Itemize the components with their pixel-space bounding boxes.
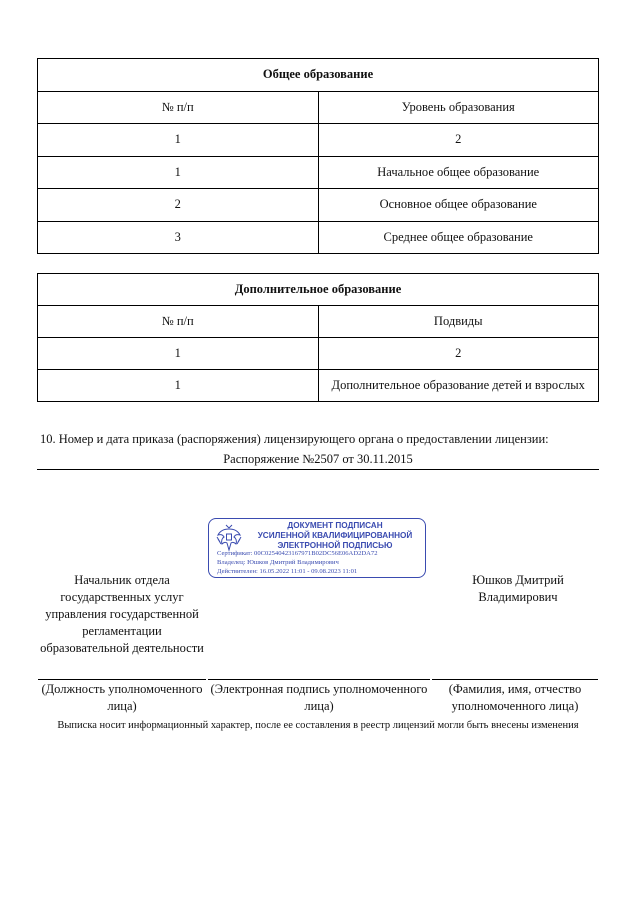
order-label: 10. Номер и дата приказа (распоряжения) лицензирующего органа о предоставлении лицензии:	[40, 432, 549, 446]
col-header-number: № п/п	[38, 91, 319, 124]
stamp-validity: Действителен: 16.05.2022 11:01 - 09.08.2023 11:01	[217, 568, 358, 575]
position-underline	[38, 679, 206, 680]
footnote: Выписка носит информационный характер, после ее составления в реестр лицензий могли быть внесены изменения	[57, 720, 579, 731]
row-value: Дополнительное образование детей и взрослых	[318, 370, 599, 402]
stamp-certificate: Сертификат: 00C02540423167971B02DC56E06AD2DA72	[217, 550, 378, 557]
row-number: 2	[38, 189, 319, 222]
additional-education-title: Дополнительное образование	[38, 274, 599, 306]
caption-position: (Должность уполномоченного лица)	[41, 682, 203, 713]
caption-fio: (Фамилия, имя, отчество уполномоченного лица)	[448, 682, 582, 713]
row-value: Начальное общее образование	[318, 156, 599, 189]
order-value: Распоряжение №2507 от 30.11.2015	[223, 452, 413, 466]
table-row	[38, 370, 599, 402]
row-number: 1	[38, 370, 319, 402]
row-value: Основное общее образование	[318, 189, 599, 222]
row-number: 3	[38, 221, 319, 254]
signer-fio: Юшков Дмитрий Владимирович	[472, 573, 564, 604]
table-row	[38, 221, 599, 254]
additional-education-table	[37, 273, 599, 402]
stamp-owner: Владелец: Юшков Дмитрий Владимирович	[217, 559, 339, 566]
signature-underline	[208, 679, 430, 680]
signer-position: Начальник отдела государственных услуг управления государственной регламентации образовательной деятельности	[40, 573, 204, 655]
row-number: 1	[38, 338, 319, 370]
row-value: Среднее общее образование	[318, 221, 599, 254]
stamp-title: ДОКУМЕНТ ПОДПИСАН УСИЛЕННОЙ КВАЛИФИЦИРОВАННОЙ ЭЛЕКТРОННОЙ ПОДПИСЬЮ	[257, 521, 413, 551]
table-row	[38, 156, 599, 189]
col-header-subtype: Подвиды	[318, 306, 599, 338]
general-education-title: Общее образование	[38, 59, 599, 92]
general-education-table	[37, 58, 599, 254]
row-value: 2	[318, 124, 599, 157]
col-header-number: № п/п	[38, 306, 319, 338]
col-header-level: Уровень образования	[318, 91, 599, 124]
signature-stamp	[208, 518, 426, 578]
row-number: 1	[38, 156, 319, 189]
caption-signature: (Электронная подпись уполномоченного лица)	[210, 682, 428, 713]
order-underline	[37, 469, 599, 470]
table-row	[38, 189, 599, 222]
table-row	[38, 338, 599, 370]
table-row	[38, 124, 599, 157]
coat-of-arms-icon	[214, 523, 244, 553]
row-number: 1	[38, 124, 319, 157]
fio-underline	[432, 679, 598, 680]
row-value: 2	[318, 338, 599, 370]
